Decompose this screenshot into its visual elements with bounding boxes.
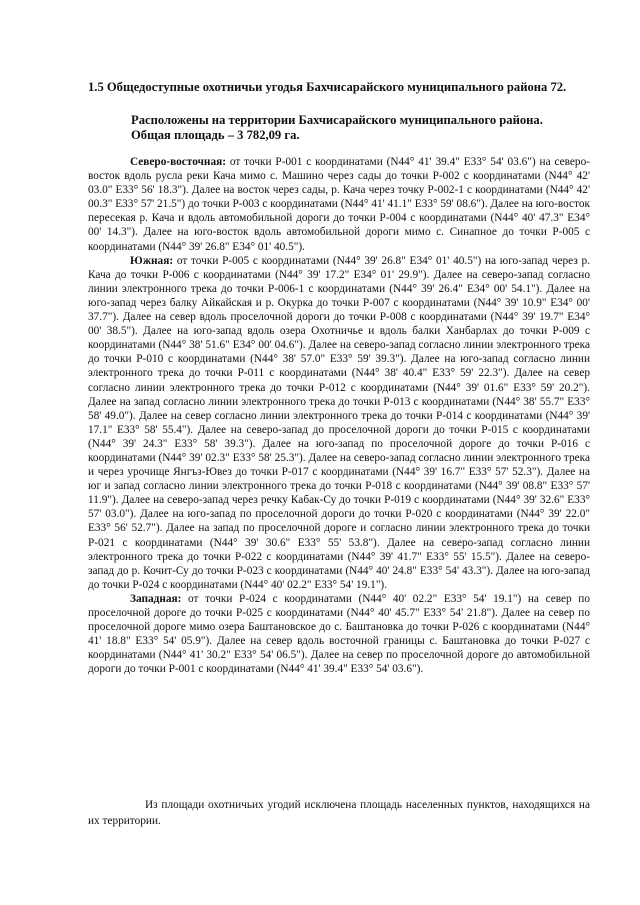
north-east-boundary-label: Северо-восточная: [130,156,226,168]
boundary-description [88,155,590,676]
south-boundary-label: Южная: [130,254,174,267]
north-east-boundary-paragraph [88,155,590,254]
exclusion-note: Из площади охотничьих угодий исключена площадь населенных пунктов, находящихся на их территории. [88,799,590,827]
south-boundary-text: от точки Р-005 с координатами (N44° 39' 26.8" E34° 01' 40.5") на юго-запад через р. Кача до точки Р-006 с координатами (N44° 39' 17.2" E34° 01' 29.9"). Далее на северо-запад согласно линии электронного трека до точки Р-006-1 с координатами (N44° 39' 26.4" E34° 00' 54.1"). Далее на юго-запад через балку Айкайская и р. Окурка до точки Р-007 с координатами (N44° 39' 10.9" E34° 00' 37.7"). Далее на север вдоль проселочной дороги до точки Р-008 с координатами (N44° 39' 19.7" E34° 00' 38.5"). Далее на юго-запад вдоль озера Охотничье и вдоль балки Ханбарлах до точки Р-009 с координатами (N44° 38' 51.6" E34° 00' 04.6"). Далее на северо-запад согласно линии электронного трека до точки Р-010 с координатами (N44° 38' 57.0" E33° 59' 39.3"). Далее на юго-запад согласно линии электронного трека до точки Р-011 с координатами (N44° 38' 40.4" E33° 59' 22.3"). Далее на север согласно линии электронного трека до точки Р-012 с координатами (N44° 39' 01.6" E33° 59' 20.2"). Далее на запад согласно линии электронного трека до точки Р-013 с координатами (N44° 38' 55.7" E33° 58' 49.0"). Далее на север согласно линии электронного трека до точки Р-014 с координатами (N44° 39' 17.1" E33° 58' 55.4"). Далее на северо-запад до проселочной дороги до точки Р-015 с координатами (N44° 39' 24.3" E33° 58' 39.3"). Далее на юго-запад по проселочной дороге до точки Р-016 с координатами (N44° 39' 02.3" E33° 58' 25.3"). Далее на северо-запад согласно линии электронного трека и через урочище Янгъз-Ювез до точки Р-017 с координатами (N44° 39' 16.7" E33° 57' 52.3"). Далее на юг и запад согласно линии электронного трека до точки Р-018 с координатами (N44° 39' 08.8" E33° 57' 11.9"). Далее на северо-запад через речку Кабак-Су до точки Р-019 с координатами (N44° 39' 32.6" E33° 57' 03.0"). Далее на юго-запад по проселочной дороги до точки Р-020 с координатами (N44° 39' 22.0" E33° 56' 52.7"). Далее на запад по проселочной дороге и согласно линии электронного трека до точки Р-021 с координатами (N44° 39' 30.6" E33° 55' 53.8"). Далее на северо-запад согласно линии электронного трека до точки Р-022 с координатами (N44° 39' 41.7" E33° 55' 15.5"). Далее на северо-запад до р. Кочит-Су до точки Р-023 с координатами (N44° 40' 24.8" E33° 54' 43.3"). Далее на юго-запад до точки Р-024 с координатами (N44° 40' 02.2" E33° 54' 19.1"). [88,254,590,591]
location-statement: Расположены на территории Бахчисарайского муниципального района. [131,113,543,127]
west-boundary-text: от точки Р-024 с координатами (N44° 40' 02.2" E33° 54' 19.1") на север по проселочной дороге до точки Р-025 с координатами (N44° 40' 45.7" E33° 54' 21.8"). Далее на север по проселочной дороге мимо озера Баштановское до с. Баштановка до точки Р-026 с координатами (N44° 41' 18.8" E33° 54' 05.9"). Далее на север вдоль восточной границы с. Баштановка до точки Р-027 с координатами (N44° 41' 30.2" E33° 54' 06.5"). Далее на север по проселочной дороге до автомобильной дороги до точки Р-001 с координатами (N44° 41' 39.4" E33° 54' 03.6"). [88,592,590,676]
west-boundary-label: Западная: [130,592,182,605]
north-east-boundary-text: от точки Р-001 с координатами (N44° 41' 39.4" E33° 54' 03.6") на северо-восток вдоль русла реки Кача мимо с. Машино через сады до точки Р-002 с координатами (N44° 42' 03.0" E33° 56' 18.3"). Далее на восток через сады, р. Кача через точку Р-002-1 с координатами (N44° 42' 00.3" E33° 57' 21.5") до точки Р-003 с координатами (N44° 41' 41.1" E33° 59' 08.6"). Далее на юго-восток пересекая р. Кача и вдоль автомобильной дороги до точки Р-004 с координатами (N44° 40' 47.3" E34° 00' 14.3"). Далее на юго-восток вдоль автомобильной дороги мимо с. Синапное до точки Р-005 с координатами (N44° 39' 26.8" E34° 01' 40.5"). [88,156,590,253]
south-boundary-paragraph [88,254,590,592]
west-boundary-paragraph [88,592,590,677]
section-heading: 1.5 Общедоступные охотничьи угодья Бахчисарайского муниципального района 72. [88,80,567,94]
total-area: Общая площадь – 3 782,09 га. [131,128,300,142]
